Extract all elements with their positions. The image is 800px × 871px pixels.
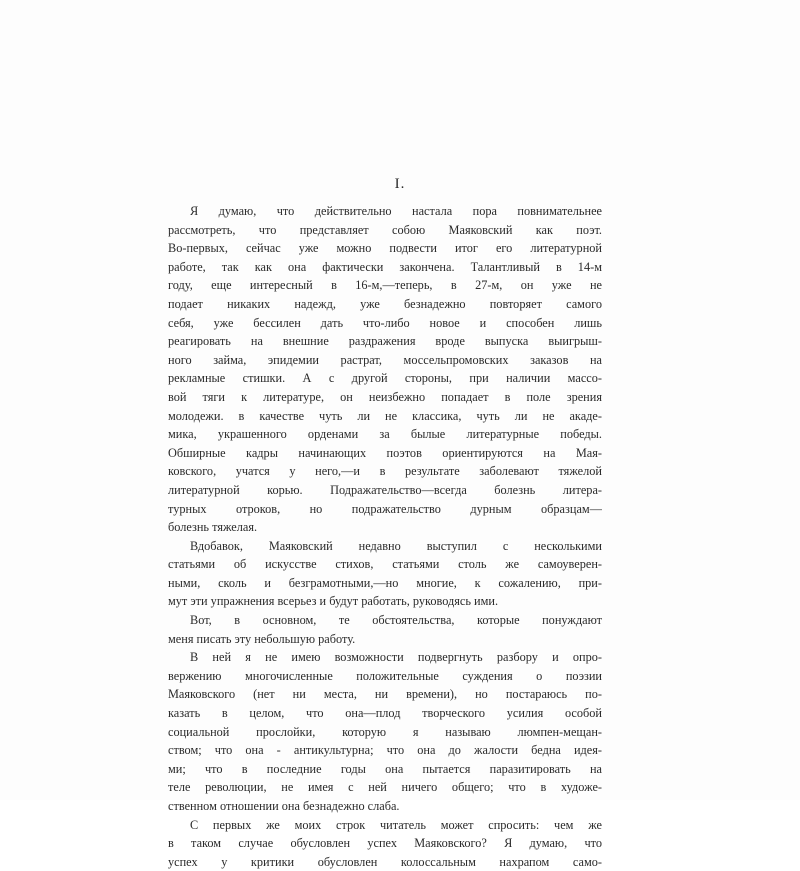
text-line: рекламные стишки. А с другой стороны, при наличии массо-	[168, 371, 602, 386]
text-line: ми; что в последние годы она пытается паразитировать на	[168, 761, 602, 776]
text-line: ного займа, эпидемии растрат, моссельпромовских заказов на	[168, 352, 602, 367]
text-line: Маяковского (нет ни места, ни времени), но постараюсь по-	[168, 687, 602, 702]
text-line: себя, уже бессилен дать что-либо новое и способен лишь	[168, 315, 602, 330]
text-line: молодежи. в качестве чуть ли не классика, чуть ли не акаде-	[168, 408, 602, 423]
text-line: вержению многочисленные положительные суждения о поэзии	[168, 668, 602, 683]
text-line: рассмотреть, что представляет собою Маяковский как поэт.	[168, 222, 602, 237]
paragraph	[168, 648, 602, 815]
text-line: Вдобавок, Маяковский недавно выступил с несколькими	[190, 538, 602, 553]
text-line: ством; что она - антикультурна; что она до жалости бедна идея-	[168, 743, 602, 758]
paragraph	[168, 202, 602, 537]
chapter-number: I.	[394, 176, 406, 192]
text-line: литературной корью. Подражательство—всегда болезнь литера-	[168, 482, 602, 497]
body-text	[168, 202, 602, 871]
text-line: В ней я не имею возможности подвергнуть разбору и опро-	[190, 650, 602, 665]
text-line: С первых же моих строк читатель может спросить: чем же	[190, 817, 602, 832]
text-line: турных отроков, но подражательство дурным образцам—	[168, 501, 602, 516]
text-line: Обширные кадры начинающих поэтов ориентируются на Мая-	[168, 445, 602, 460]
text-line: болезнь тяжелая.	[168, 520, 258, 535]
text-line: в таком случае обусловлен успех Маяковского? Я думаю, что	[168, 836, 602, 851]
text-line: Во-первых, сейчас уже можно подвести итог его литературной	[168, 241, 602, 256]
text-line: теле революции, не имея с ней ничего общего; что в художе-	[168, 780, 602, 795]
text-line: меня писать эту небольшую работу.	[168, 631, 356, 646]
paragraph	[168, 537, 602, 611]
text-line: вой тяги к литературе, он неизбежно попадает в поле зрения	[168, 389, 602, 404]
paragraph	[168, 611, 602, 648]
text-line: году, еще интересный в 16-м,—теперь, в 27-м, он уже не	[168, 278, 602, 293]
paragraph	[168, 816, 602, 871]
text-line: мут эти упражнения всерьез и будут работать, руководясь ими.	[168, 594, 499, 609]
text-line: статьями об искусстве стихов, статьями столь же самоуверен-	[168, 557, 602, 572]
text-line: работе, так как она фактически закончена. Талантливый в 14-м	[168, 259, 602, 274]
text-line: социальной прослойки, которую я называю люмпен-мещан-	[168, 724, 602, 739]
text-line: ковского, учатся у него,—и в результате заболевают тяжелой	[168, 464, 602, 479]
text-line: ными, сколь и безграмотными,—но многие, к сожалению, при-	[168, 575, 602, 590]
text-line: казать в целом, что она—плод творческого усилия особой	[168, 706, 602, 721]
text-line: ственном отношении она безнадежно слаба.	[168, 799, 400, 813]
text-line: подает никаких надежд, уже безнадежно повторяет самого	[168, 296, 602, 311]
text-line: Вот, в основном, те обстоятельства, которые понуждают	[190, 613, 602, 628]
text-line: успех у критики обусловлен колоссальным нахрапом само-	[168, 854, 602, 869]
text-line: мика, украшенного орденами за былые литературные победы.	[168, 427, 602, 442]
text-line: реагировать на внешние раздражения вроде выпуска выигрыш-	[168, 334, 602, 349]
text-line: Я думаю, что действительно настала пора повнимательнее	[190, 204, 602, 218]
